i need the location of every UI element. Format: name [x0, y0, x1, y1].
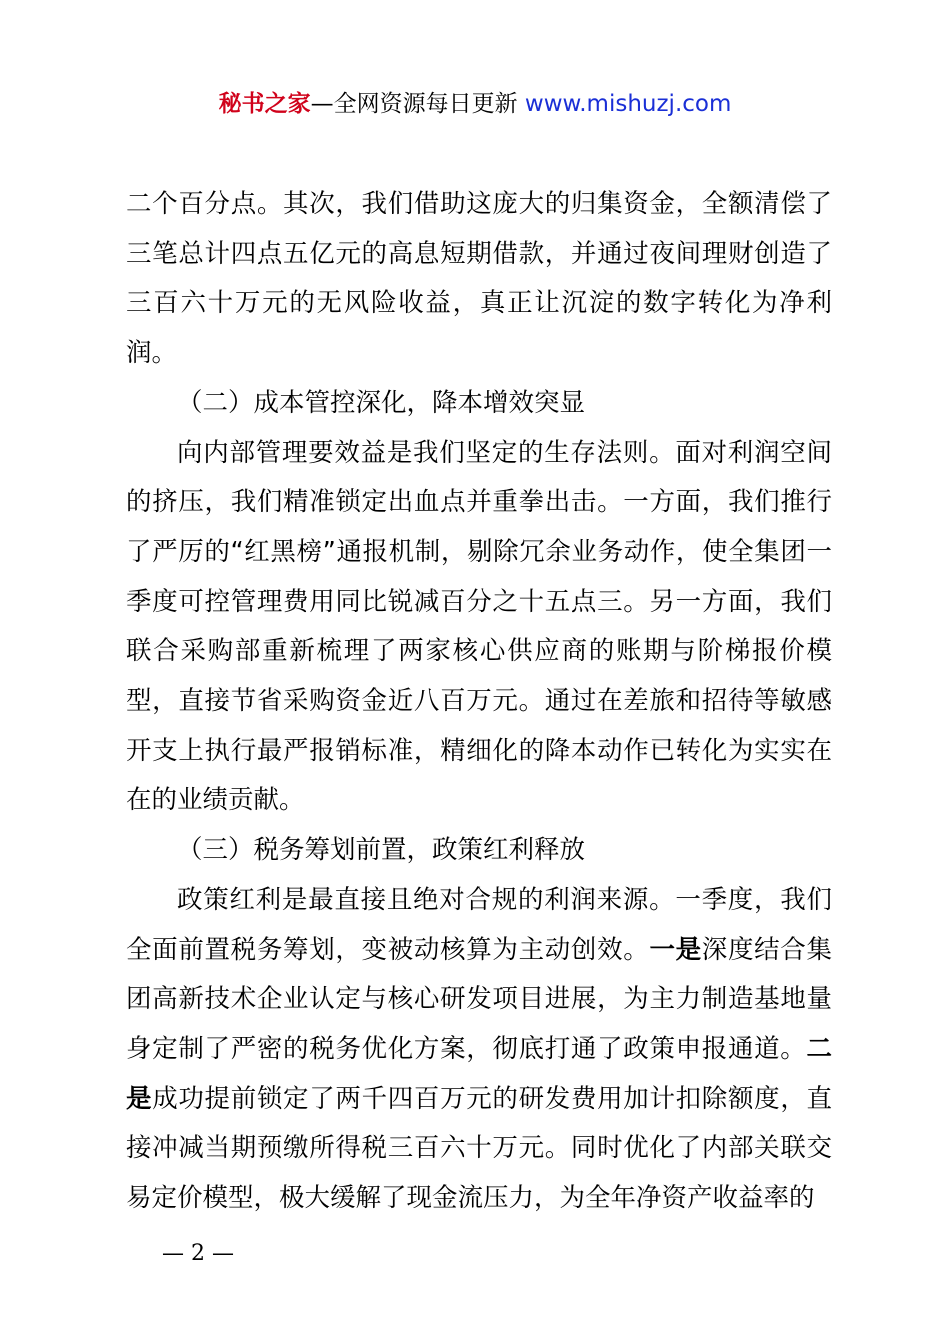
page-number: — 2 —: [162, 1241, 234, 1266]
point-one-text: 深度结合集团高新技术企业认定与核心研发项目进展，为主力制造基地量身定制了严密的税务优化方案，彻底打通了政策申报通道。: [126, 934, 832, 1064]
point-two-label: 二是: [126, 1033, 832, 1114]
document-body: [126, 180, 832, 1224]
site-brand: 秘书之家: [218, 91, 311, 117]
site-header: [0, 88, 950, 120]
section-heading-cost-control: （二）成本管控深化，降本增效突显: [177, 387, 586, 418]
tax-intro-text: 政策红利是最直接且绝对合规的利润来源。一季度，我们全面前置税务筹划，变被动核算为主动创效。: [126, 884, 832, 965]
site-url-link[interactable]: www.mishuzj.com: [524, 91, 732, 117]
paragraph-cost-control: 向内部管理要效益是我们坚定的生存法则。面对利润空间的挤压，我们精准锁定出血点并重拳出击。一方面，我们推行了严厉的“红黑榜”通报机制，剔除冗余业务动作，使全集团一季度可控管理费用同比锐减百分之十五点三。另一方面，我们联合采购部重新梳理了两家核心供应商的账期与阶梯报价模型，直接节省采购资金近八百万元。通过在差旅和招待等敏感开支上执行最严报销标准，精细化的降本动作已转化为实实在在的业绩贡献。: [126, 437, 832, 816]
section-heading-tax-planning: （三）税务筹划前置，政策红利释放: [177, 835, 586, 866]
paragraph-continued: 二个百分点。其次，我们借助这庞大的归集资金，全额清偿了三笔总计四点五亿元的高息短期借款，并通过夜间理财创造了三百六十万元的无风险收益，真正让沉淀的数字转化为净利润。: [126, 189, 832, 369]
paragraph-tax-planning: [126, 876, 832, 1224]
point-one-label: 一是: [649, 934, 702, 965]
site-tagline: —全网资源每日更新: [310, 91, 525, 117]
point-two-text: 成功提前锁定了两千四百万元的研发费用加计扣除额度，直接冲减当期预缴所得税三百六十万元。同时优化了内部关联交易定价模型，极大缓解了现金流压力，为全年净资产收益率的: [126, 1083, 832, 1214]
